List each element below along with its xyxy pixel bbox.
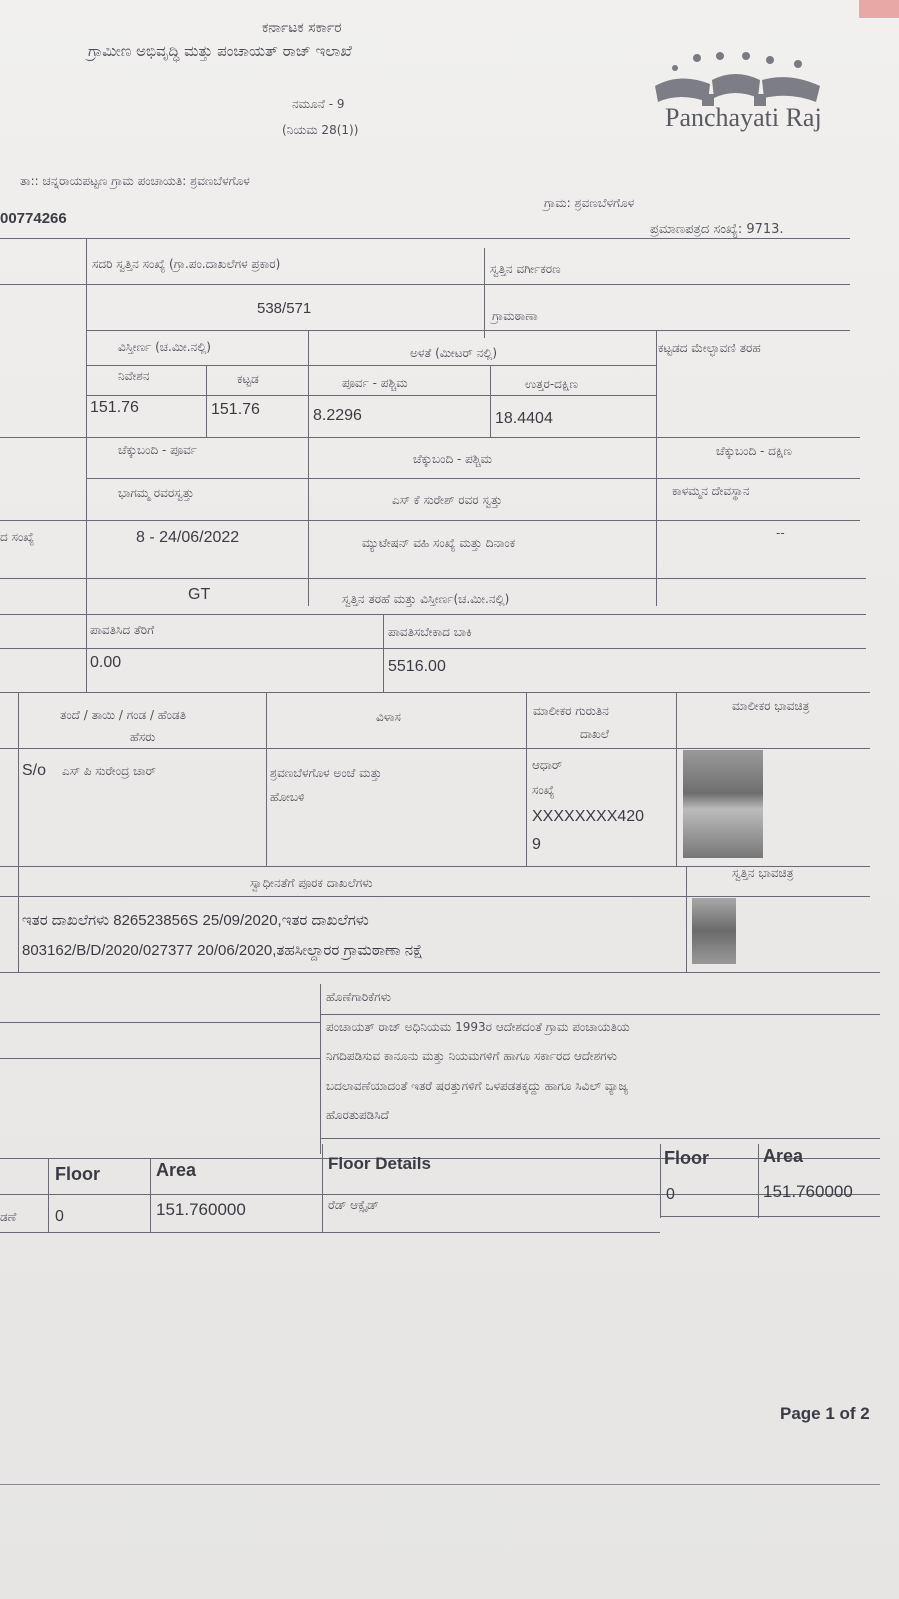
- owner-name-value: ಎಸ್ ಪಿ ಸುರೇಂದ್ರ ಚಾರ್: [62, 764, 156, 778]
- owner-id-type: ಆಧಾರ್: [532, 758, 563, 772]
- owner-address-line-2: ಹೋಬಳಿ: [270, 790, 305, 804]
- owner-id-number: XXXXXXXX420: [532, 808, 645, 825]
- dimension-label: ಅಳತೆ (ಮೀಟರ್ ನಲ್ಲಿ): [410, 346, 498, 360]
- table-rule: [0, 1158, 880, 1159]
- table-rule: [86, 330, 850, 331]
- form-number: ನಮೂನೆ - 9: [292, 97, 345, 111]
- classification-label: ಸ್ವತ್ತಿನ ವರ್ಗೀಕರಣ: [490, 262, 561, 276]
- table-rule: [322, 1144, 323, 1232]
- documents-line-1: ಇತರ ದಾಖಲೆಗಳು 826523856S 25/09/2020,ಇತರ ದಾಖಲೆಗಳು: [22, 912, 369, 929]
- table-rule: [0, 284, 850, 285]
- boundary-east-label: ಚೆಕ್ಕುಬಂದಿ - ಪೂರ್ವ: [118, 443, 198, 457]
- page-number: Page 1 of 2: [780, 1404, 870, 1423]
- table-rule: [660, 1216, 880, 1217]
- area-header-right: Area: [763, 1146, 804, 1166]
- logo-text: Panchayati Raj: [665, 103, 822, 132]
- table-rule: [48, 1158, 49, 1232]
- floor-header-right: Floor: [664, 1148, 709, 1168]
- floor-details-header: Floor Details: [328, 1154, 431, 1173]
- owner-id-type-2: ಸಂಖ್ಯೆ: [532, 783, 555, 797]
- owner-photo-label: ಮಾಲೀಕರ ಭಾವಚಿತ್ರ: [732, 699, 810, 713]
- tax-paid-value: 0.00: [90, 654, 122, 671]
- record-id: 00774266: [0, 210, 67, 227]
- area-label: ವಿಸ್ತೀರ್ಣ (ಚ.ಮೀ.ನಲ್ಲಿ): [118, 340, 211, 354]
- documents-line-2: 803162/B/D/2020/027377 20/06/2020,ತಹಸೀಲ್ದಾರರ ಗ್ರಾಮಠಾಣಾ ನಕ್ಷೆ: [22, 942, 423, 959]
- table-rule: [0, 1232, 660, 1233]
- table-rule: [0, 520, 860, 521]
- north-south-label: ಉತ್ತರ-ದಕ್ಷಿಣ: [525, 377, 578, 391]
- table-rule: [18, 692, 19, 972]
- owner-id-label-2: ದಾಖಲೆ: [580, 727, 609, 741]
- table-rule: [308, 330, 309, 606]
- site-label: ನಿವೇಶನ: [118, 369, 150, 383]
- owner-name-label: ತಂದೆ / ತಾಯಿ / ಗಂಡ / ಹೆಂಡತಿ: [60, 708, 186, 722]
- property-photo-label: ಸ್ವತ್ತಿನ ಭಾವಚಿತ್ರ: [732, 866, 794, 880]
- table-rule: [0, 437, 860, 438]
- owner-name-label-2: ಹೆಸರು: [130, 730, 156, 744]
- boundary-south-label: ಚೆಕ್ಕುಬಂದಿ - ದಕ್ಷಿಣ: [716, 444, 792, 458]
- table-rule: [484, 248, 485, 338]
- liabilities-line-3: ಬದಲಾವಣೆಯಾದಂತೆ ಇತರೆ ಷರತ್ತುಗಳಿಗೆ ಒಳಪಡತಕ್ಕದ್ದು ಹಾಗೂ ಸಿವಿಲ್ ವ್ಯಾಜ್ಯ: [326, 1079, 629, 1093]
- floor-header-left: Floor: [55, 1164, 100, 1184]
- table-rule: [86, 365, 656, 366]
- floor-value-right: 0: [666, 1186, 675, 1203]
- owner-relation-prefix: S/o: [22, 762, 47, 779]
- owner-address-label: ವಿಳಾಸ: [376, 710, 401, 724]
- table-rule: [686, 866, 687, 972]
- building-area-value: 151.76: [211, 401, 260, 418]
- tax-due-label: ಪಾವತಿಸಬೇಕಾದ ಬಾಕಿ: [388, 625, 472, 639]
- table-rule: [526, 692, 527, 866]
- area-value-right: 151.760000: [763, 1182, 853, 1201]
- table-rule: [0, 238, 850, 239]
- floor-value-left: 0: [55, 1208, 64, 1225]
- table-rule: [0, 614, 866, 615]
- table-rule: [660, 1144, 661, 1218]
- liabilities-line-4: ಹೊರತುಪಡಿಸಿದೆ: [326, 1108, 389, 1122]
- east-west-value: 8.2296: [313, 407, 362, 424]
- table-rule: [676, 692, 677, 866]
- table-rule: [86, 395, 656, 396]
- govt-title: ಕರ್ನಾಟಕ ಸರ್ಕಾರ: [262, 20, 342, 36]
- table-rule: [0, 692, 870, 693]
- table-rule: [383, 614, 384, 692]
- tax-paid-label: ಪಾವತಿಸಿದ ತೆರಿಗೆ: [90, 623, 155, 637]
- table-rule: [0, 1194, 880, 1195]
- floor-details-value: ರೆಡ್ ಆಕ್ಸೈಡ್: [328, 1198, 379, 1212]
- east-west-label: ಪೂರ್ವ - ಪಶ್ಚಿಮ: [342, 376, 408, 390]
- table-rule: [0, 896, 870, 897]
- boundary-south-value: ಕಾಳಮ್ಮನ ದೇವಸ್ಥಾನ: [672, 484, 750, 498]
- village-name: ಗ್ರಾಮ: ಶ್ರವಣಬೆಳಗೊಳ: [544, 196, 635, 210]
- north-south-value: 18.4404: [495, 410, 553, 427]
- table-rule: [86, 478, 860, 479]
- table-rule: [0, 648, 866, 649]
- registration-value: 8 - 24/06/2022: [136, 529, 240, 546]
- table-rule: [266, 692, 267, 866]
- owner-id-number-2: 9: [532, 836, 541, 853]
- table-rule: [320, 1014, 880, 1015]
- owner-id-label: ಮಾಲೀಕರ ಗುರುತಿನ: [533, 704, 609, 718]
- dept-title: ಗ್ರಾಮೀಣ ಅಭಿವೃದ್ಧಿ ಮತ್ತು ಪಂಚಾಯತ್ ರಾಜ್ ಇಲಾಖೆ: [88, 42, 352, 60]
- background-edge: [859, 0, 899, 18]
- table-rule: [0, 1058, 320, 1059]
- area-header-left: Area: [156, 1160, 197, 1180]
- property-type-label: ಸ್ವತ್ತಿನ ತರಹೆ ಮತ್ತು ವಿಸ್ತೀರ್ಣ(ಚ.ಮೀ.ನಲ್ಲಿ): [342, 592, 510, 606]
- floor-row-label: ಡಣೆ: [0, 1210, 17, 1224]
- table-rule: [656, 330, 657, 606]
- mutation-value: --: [776, 526, 785, 540]
- table-rule: [320, 984, 321, 1154]
- property-type-value: GT: [188, 586, 211, 603]
- footer-rule: [0, 1484, 880, 1485]
- table-rule: [150, 1158, 151, 1232]
- taluk-panchayat: ತಾ:: ಚನ್ನರಾಯಪಟ್ಟಣ ಗ್ರಾಮ ಪಂಚಾಯತಿ: ಶ್ರವಣಬೆಳಗೊಳ: [20, 174, 250, 188]
- building-label: ಕಟ್ಟಡ: [237, 372, 259, 386]
- liabilities-line-2: ನಿಗದಿಪಡಿಸುವ ಕಾನೂನು ಮತ್ತು ನಿಯಮಗಳಿಗೆ ಹಾಗೂ ಸರ್ಕಾರದ ಆದೇಶಗಳು: [326, 1049, 617, 1063]
- boundary-west-label: ಚೆಕ್ಕುಬಂದಿ - ಪಶ್ಚಿಮ: [413, 452, 493, 466]
- documents-title: ಸ್ವಾಧೀನತೆಗೆ ಪೂರಕ ದಾಖಲೆಗಳು: [250, 876, 373, 890]
- liabilities-title: ಹೊಣೆಗಾರಿಕೆಗಳು: [326, 990, 391, 1004]
- table-rule: [320, 1138, 880, 1139]
- owner-photo: [683, 750, 763, 858]
- table-rule: [0, 1022, 320, 1023]
- certificate-number: ಪ್ರಮಾಣಪತ್ರದ ಸಂಖ್ಯೆ: 9713.: [650, 222, 784, 237]
- rule-number: (ನಿಯಮ 28(1)): [282, 123, 359, 137]
- table-rule: [758, 1144, 759, 1218]
- owner-address-line-1: ಶ್ರವಣಬೆಳಗೊಳ ಅಂಚೆ ಮತ್ತು: [270, 766, 382, 780]
- table-rule: [86, 238, 87, 692]
- roof-type-label: ಕಟ್ಟಡದ ಮೇಲ್ಛಾವಣಿ ತರಹ: [658, 341, 761, 355]
- area-value-left: 151.760000: [156, 1200, 246, 1219]
- tax-due-value: 5516.00: [388, 658, 446, 675]
- property-number-label: ಸದರಿ ಸ್ವತ್ತಿನ ಸಂಖ್ಯೆ (ಗ್ರಾ.ಪಂ.ದಾಖಲೆಗಳ ಪ್ರಕಾರ): [92, 257, 281, 271]
- site-area-value: 151.76: [90, 399, 139, 416]
- classification-value: ಗ್ರಾಮಠಾಣಾ: [492, 309, 538, 323]
- table-rule: [0, 972, 880, 973]
- mutation-label: ಮ್ಯುಟೇಷನ್ ವಹಿ ಸಂಖ್ಯೆ ಮತ್ತು ದಿನಾಂಕ: [362, 536, 516, 550]
- property-photo: [692, 898, 736, 964]
- liabilities-line-1: ಪಂಚಾಯತ್ ರಾಜ್ ಅಧಿನಿಯಮ 1993ರ ಆದೇಶದಂತೆ ಗ್ರಾಮ ಪಂಚಾಯತಿಯ: [326, 1020, 630, 1034]
- table-rule: [0, 578, 866, 579]
- boundary-east-value: ಭಾಗಮ್ಮ ರವರಸ್ವತ್ತು: [118, 486, 194, 500]
- table-rule: [206, 365, 207, 437]
- boundary-west-value: ಎಸ್ ಕೆ ಸುರೇಶ್ ರವರ ಸ್ವತ್ತು: [392, 493, 503, 507]
- registration-label: ದ ಸಂಖ್ಯೆ: [0, 530, 35, 544]
- table-rule: [490, 365, 491, 437]
- property-number-value: 538/571: [257, 300, 312, 317]
